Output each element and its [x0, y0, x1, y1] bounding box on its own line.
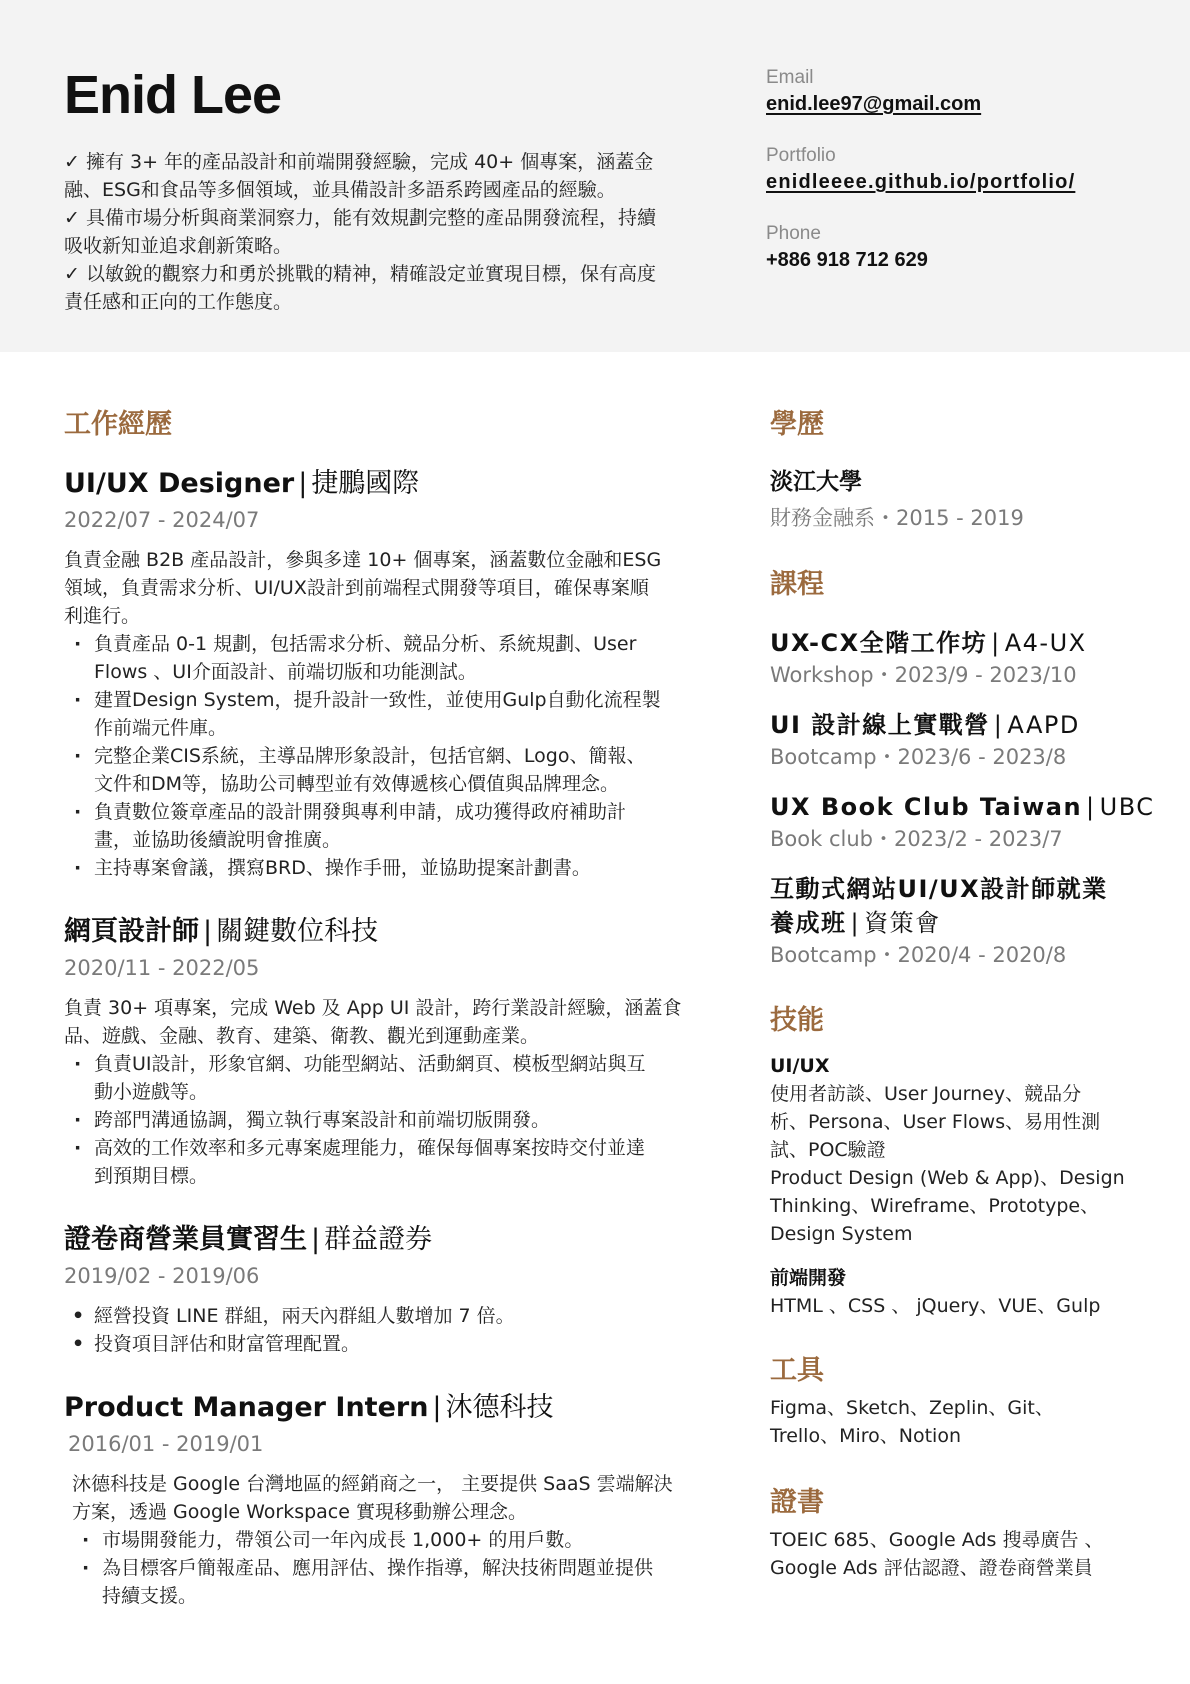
bullet-line: · 負責數位簽章產品的設計開發與專利申請，成功獲得政府補助計 — [94, 801, 627, 823]
separator: | — [991, 629, 1001, 657]
job-role: 網頁設計師 — [64, 916, 199, 947]
bullet-line: · 高效的工作效率和多元專案處理能力，確保每個專案按時交付並達 — [94, 1137, 646, 1159]
description-line: 利進行。 — [64, 605, 141, 627]
job-entry — [64, 1390, 694, 1610]
skill-line: HTML 、CSS 、 jQuery、VUE、Gulp — [770, 1295, 1101, 1317]
summary-line: 吸收新知並追求創新策略。 — [64, 235, 293, 257]
bullet-item — [72, 1554, 694, 1610]
course-org: UBC — [1099, 793, 1155, 821]
course-detail: Bootcamp・2023/6 - 2023/8 — [770, 745, 1067, 769]
job-date: 2016/01 - 2019/01 — [68, 1432, 264, 1456]
job-description — [64, 994, 694, 1050]
course-org: 資策會 — [864, 909, 941, 937]
bullet-item — [64, 742, 694, 798]
job-date: 2019/02 - 2019/06 — [64, 1264, 260, 1288]
separator: | — [311, 1224, 321, 1255]
bullet-item — [64, 1050, 694, 1106]
summary — [64, 148, 704, 316]
job-company: 沐德科技 — [445, 1392, 554, 1423]
bullet-line: · 負責UI設計，形象官網、功能型網站、活動網頁、模板型網站與互 — [94, 1053, 646, 1075]
summary-line: 融、ESG和食品等多個領域，並具備設計多語系跨國產品的經驗。 — [64, 179, 616, 201]
course-title — [770, 708, 1170, 742]
separator: | — [203, 916, 213, 947]
header-panel — [0, 0, 1190, 352]
course-title — [770, 790, 1170, 824]
phone-value: +886 918 712 629 — [766, 249, 928, 271]
bullet-line: · 市場開發能力，帶領公司一年內成長 1,000+ 的用戶數。 — [102, 1529, 584, 1551]
job-bullets — [64, 1526, 694, 1610]
job-description — [64, 1470, 694, 1526]
description-line: 負責金融 B2B 產品設計，參與多達 10+ 個專案，涵蓋數位金融和ESG — [64, 549, 662, 571]
job-entry — [64, 914, 694, 1190]
course-entry — [770, 626, 1170, 690]
bullet-line: 動小遊戲等。 — [94, 1081, 209, 1103]
tools-block — [770, 1394, 1170, 1450]
skill-line: Product Design (Web & App)、Design — [770, 1167, 1125, 1189]
contact-block — [766, 66, 1166, 300]
bullet-line: · 主持專案會議，撰寫BRD、操作手冊，並協助提案計劃書。 — [94, 857, 591, 879]
bullet-item — [64, 1330, 694, 1358]
portfolio-label: Portfolio — [766, 145, 836, 166]
course-title — [770, 872, 1170, 906]
certificates-block — [770, 1526, 1170, 1582]
separator: | — [1086, 793, 1096, 821]
course-name: UI 設計線上實戰營 — [770, 711, 990, 739]
person-name: Enid Lee — [64, 65, 282, 125]
job-role: 證卷商營業員實習生 — [64, 1224, 307, 1255]
education-section-title: 學歷 — [770, 409, 824, 440]
school-name: 淡江大學 — [770, 469, 862, 495]
skills-block — [770, 1052, 1170, 1320]
separator: | — [432, 1392, 442, 1423]
separator: | — [298, 468, 308, 499]
job-company: 捷鵬國際 — [311, 468, 420, 499]
bullet-line: · 完整企業CIS系統，主導品牌形象設計，包括官網、Logo、簡報、 — [94, 745, 646, 767]
job-entry — [64, 1222, 694, 1358]
course-name: 互動式網站UI/UX設計師就業 — [770, 875, 1108, 903]
separator: | — [850, 909, 861, 937]
course-name: 養成班 — [770, 909, 847, 937]
tools-line: Figma、Sketch、Zeplin、Git、 — [770, 1397, 1054, 1419]
skills-section-title: 技能 — [770, 1005, 824, 1036]
bullet-item — [64, 686, 694, 742]
skill-line: 試、POC驗證 — [770, 1139, 886, 1161]
job-title — [64, 466, 694, 502]
job-role: UI/UX Designer — [64, 468, 295, 499]
job-bullets — [64, 630, 694, 882]
tools-section-title: 工具 — [770, 1355, 824, 1386]
job-bullets — [64, 1050, 694, 1190]
email-link[interactable]: enid.lee97@gmail.com — [766, 93, 982, 115]
course-org: A4-UX — [1004, 629, 1087, 657]
skill-group-heading: 前端開發 — [770, 1267, 847, 1289]
bullet-line: 到預期目標。 — [94, 1165, 209, 1187]
summary-line: ✓ 擁有 3+ 年的產品設計和前端開發經驗，完成 40+ 個專案，涵蓋金 — [64, 151, 654, 173]
bullet-line: · 建置Design System，提升設計一致性，並使用Gulp自動化流程製 — [94, 689, 661, 711]
description-line: 沐德科技是 Google 台灣地區的經銷商之一， 主要提供 SaaS 雲端解決 — [72, 1473, 673, 1495]
bullet-item — [64, 1302, 694, 1330]
description-line: 領域，負責需求分析、UI/UX設計到前端程式開發等項目，確保專案順 — [64, 577, 649, 599]
description-line: 方案，透過 Google Workspace 實現移動辦公理念。 — [72, 1501, 527, 1523]
bullet-line: Flows 、UI介面設計、前端切版和功能測試。 — [94, 661, 477, 683]
bullet-line: · 為目標客戶簡報產品、應用評估、操作指導，解決技術問題並提供 — [102, 1557, 654, 1579]
skill-group-heading: UI/UX — [770, 1055, 830, 1077]
separator: | — [993, 711, 1004, 739]
job-description — [64, 546, 694, 630]
bullet-line: • 經營投資 LINE 群組，兩天內群組人數增加 7 倍。 — [94, 1305, 515, 1327]
course-title — [770, 626, 1170, 660]
course-detail: Book club・2023/2 - 2023/7 — [770, 827, 1063, 851]
course-entry — [770, 790, 1170, 854]
bullet-line: · 負責產品 0-1 規劃，包括需求分析、競品分析、系統規劃、User — [94, 633, 637, 655]
skill-line: 使用者訪談、User Journey、競品分 — [770, 1083, 1082, 1105]
job-title — [64, 914, 694, 950]
course-entry — [770, 872, 1170, 970]
summary-line: ✓ 具備市場分析與商業洞察力，能有效規劃完整的產品開發流程，持續 — [64, 207, 656, 229]
tools-line: Trello、Miro、Notion — [770, 1425, 962, 1447]
bullet-item — [64, 798, 694, 854]
certificates-section-title: 證書 — [770, 1487, 824, 1518]
course-detail: Bootcamp・2020/4 - 2020/8 — [770, 943, 1067, 967]
skill-line: Thinking、Wireframe、Prototype、 — [770, 1195, 1100, 1217]
job-company: 關鍵數位科技 — [216, 916, 379, 947]
bullet-line: 文件和DM等，協助公司轉型並有效傳遞核心價值與品牌理念。 — [94, 773, 620, 795]
bullet-line: 畫，並協助後續說明會推廣。 — [94, 829, 342, 851]
school-detail: 財務金融系・2015 - 2019 — [770, 506, 1024, 530]
bullet-item — [64, 630, 694, 686]
job-entry — [64, 466, 694, 882]
job-company: 群益證券 — [324, 1224, 433, 1255]
course-name: UX-CX全階工作坊 — [770, 629, 988, 657]
email-label: Email — [766, 67, 814, 88]
skill-line: 析、Persona、User Flows、易用性測 — [770, 1111, 1101, 1133]
job-bullets — [64, 1302, 694, 1358]
bullet-line: 持續支援。 — [102, 1585, 198, 1607]
bullet-line: · 跨部門溝通協調，獨立執行專案設計和前端切版開發。 — [94, 1109, 551, 1131]
work-section-title: 工作經歷 — [64, 409, 172, 440]
description-line: 負責 30+ 項專案，完成 Web 及 App UI 設計，跨行業設計經驗，涵蓋食 — [64, 997, 682, 1019]
summary-line: ✓ 以敏銳的觀察力和勇於挑戰的精神，精確設定並實現目標，保有高度 — [64, 263, 656, 285]
bullet-line: • 投資項目評估和財富管理配置。 — [94, 1333, 361, 1355]
summary-line: 責任感和正向的工作態度。 — [64, 291, 293, 313]
job-title — [64, 1222, 694, 1258]
education-entry — [770, 466, 1170, 534]
job-role: Product Manager Intern — [64, 1392, 429, 1423]
job-date: 2022/07 - 2024/07 — [64, 508, 260, 532]
course-title — [770, 906, 1170, 940]
certificate-line: TOEIC 685、Google Ads 搜尋廣告 、 — [770, 1529, 1104, 1551]
job-title — [64, 1390, 694, 1426]
courses-section-title: 課程 — [770, 569, 824, 600]
bullet-item — [64, 1106, 694, 1134]
course-org: AAPD — [1007, 711, 1080, 739]
skill-line: Design System — [770, 1223, 913, 1245]
portfolio-link[interactable]: enidleeee.github.io/portfolio/ — [766, 171, 1076, 193]
course-entry — [770, 708, 1170, 772]
description-line: 品、遊戲、金融、教育、建築、衛教、觀光到運動產業。 — [64, 1025, 540, 1047]
course-name: UX Book Club Taiwan — [770, 793, 1083, 821]
phone-label: Phone — [766, 223, 821, 244]
bullet-item — [64, 854, 694, 882]
job-date: 2020/11 - 2022/05 — [64, 956, 260, 980]
course-detail: Workshop・2023/9 - 2023/10 — [770, 663, 1077, 687]
bullet-item — [64, 1134, 694, 1190]
bullet-item — [72, 1526, 694, 1554]
bullet-line: 作前端元件庫。 — [94, 717, 228, 739]
certificate-line: Google Ads 評估認證、證卷商營業員 — [770, 1557, 1093, 1579]
